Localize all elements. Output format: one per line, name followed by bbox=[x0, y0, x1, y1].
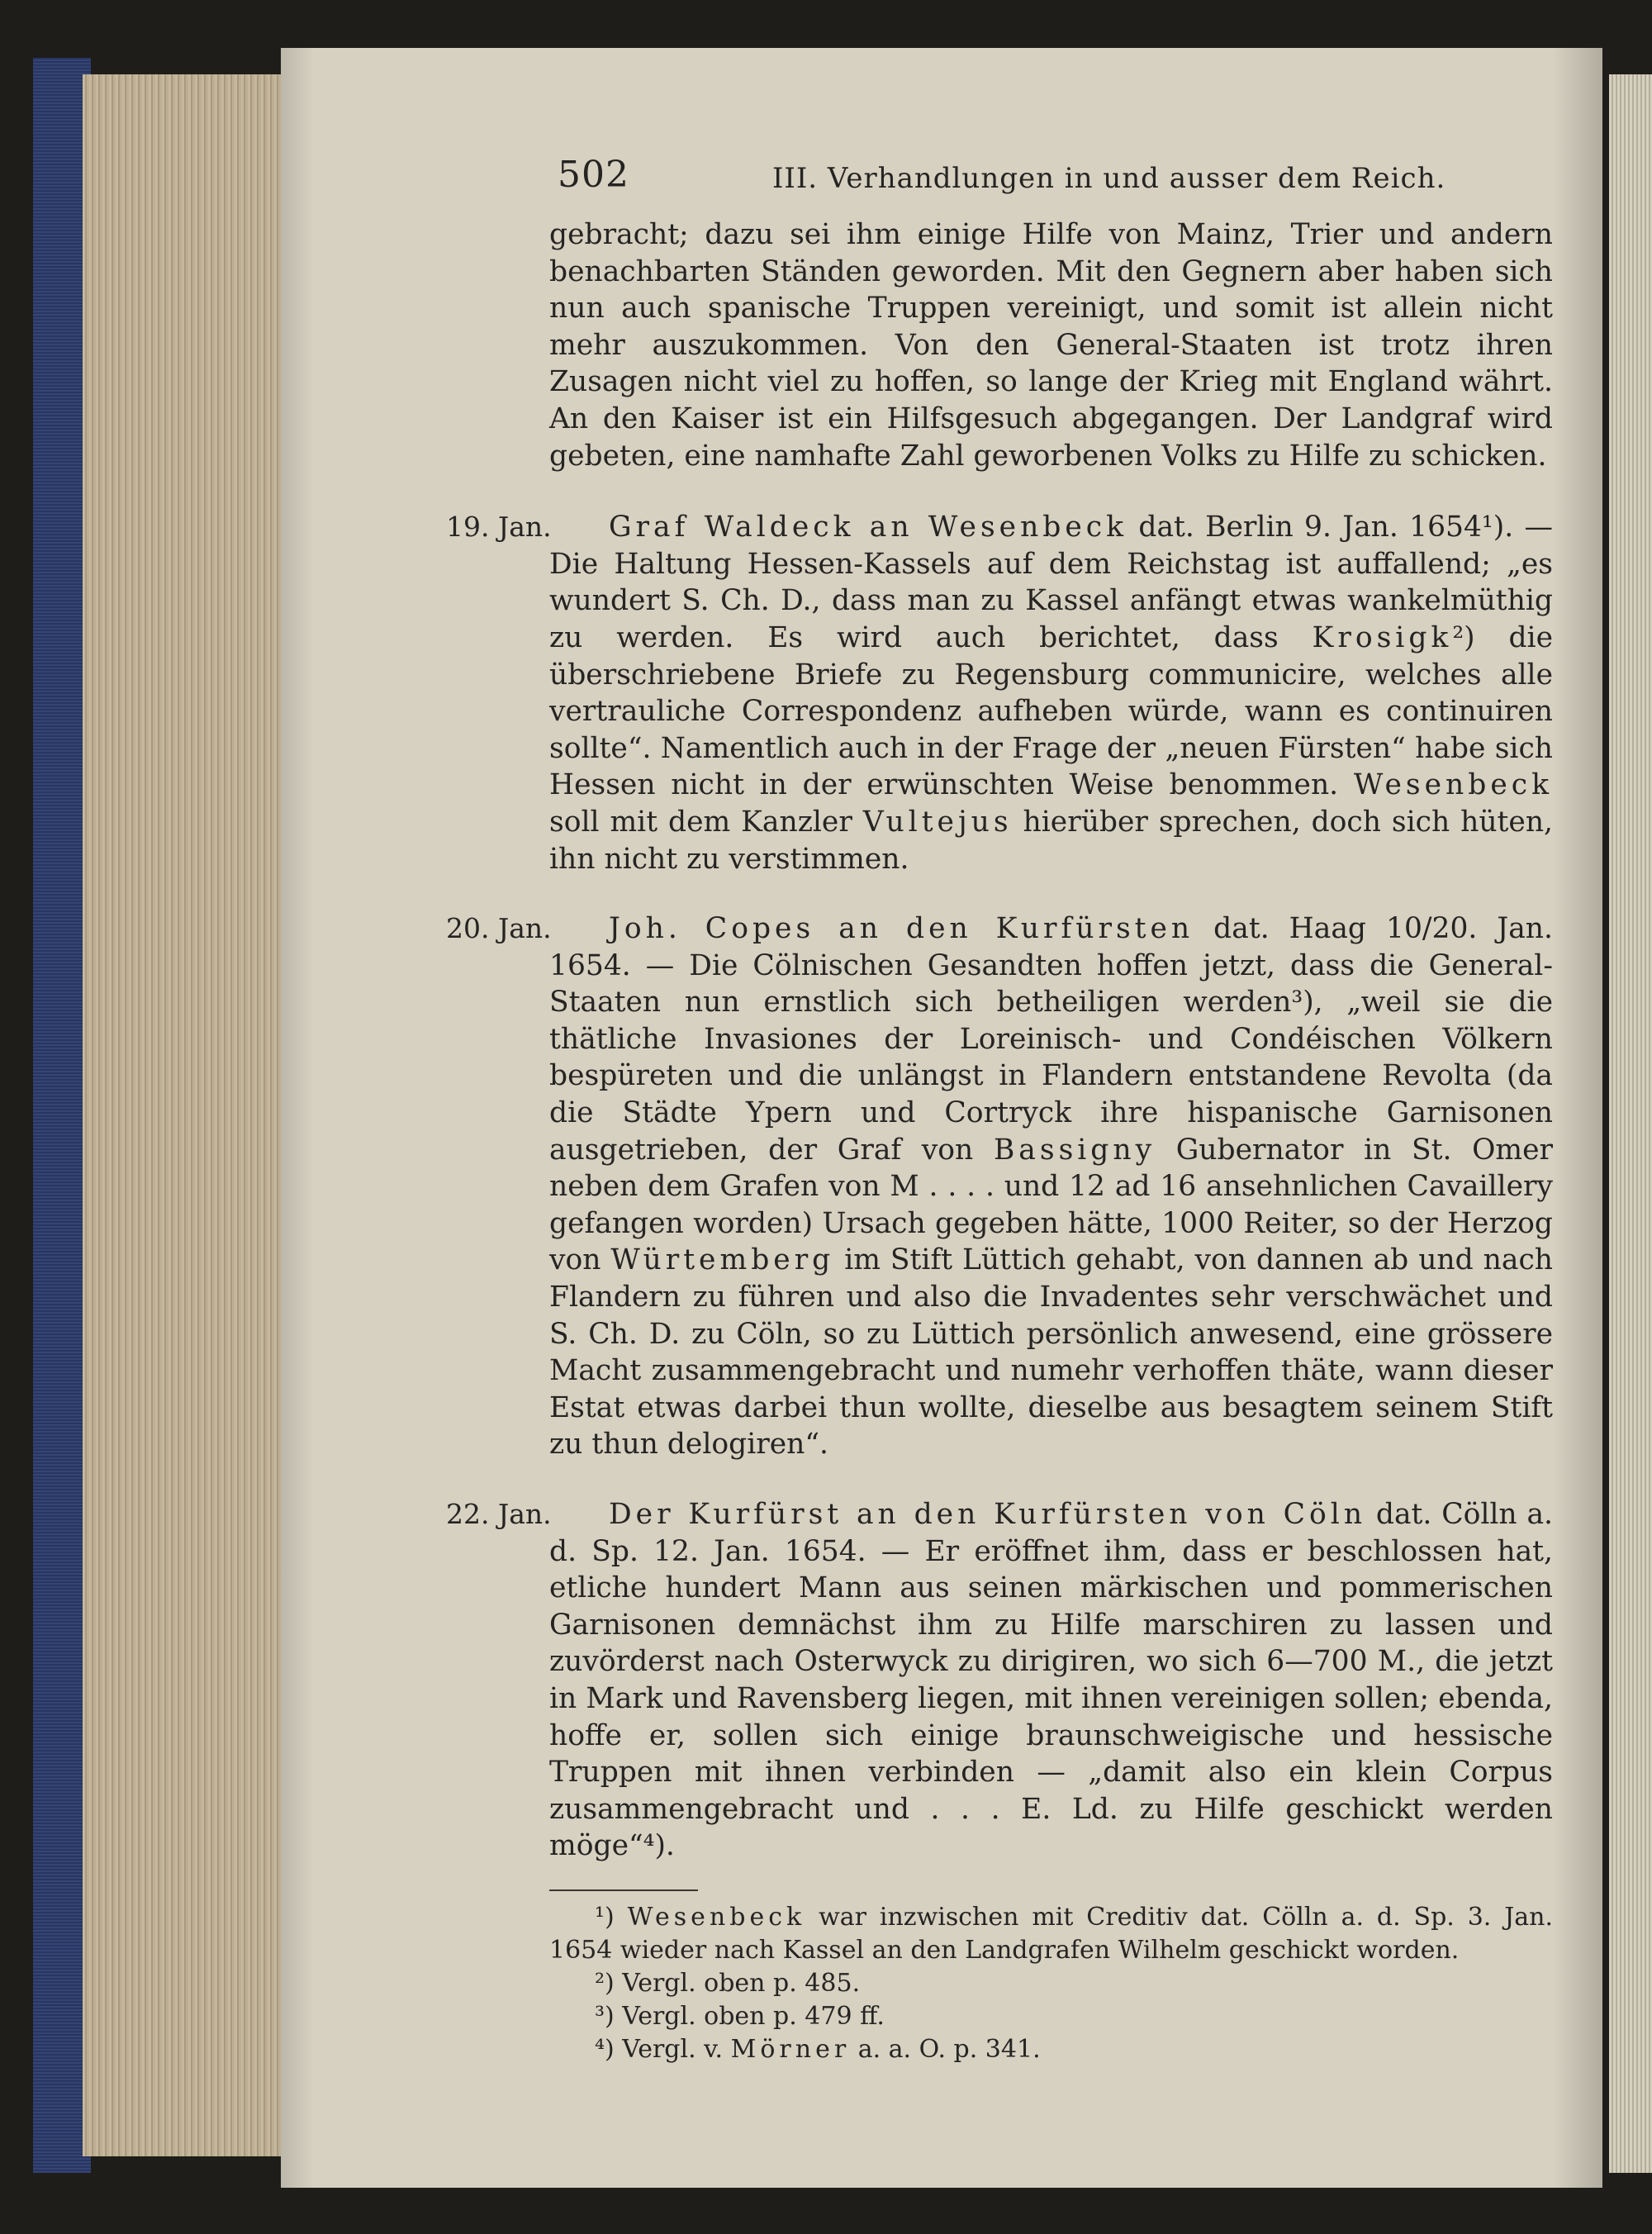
footnote-rule bbox=[549, 1889, 698, 1891]
entry-heading: Joh. Copes an den Kurfürsten bbox=[609, 912, 1194, 946]
entry-date: 22. Jan. bbox=[446, 1498, 552, 1530]
entry-date: 19. Jan. bbox=[446, 511, 552, 544]
running-title: III. Verhandlungen in und ausser dem Reich. bbox=[772, 162, 1446, 195]
footnote-2: ²) Vergl. oben p. 485. bbox=[595, 1968, 861, 1998]
entry-19-jan bbox=[446, 509, 1554, 877]
next-page-edge bbox=[1609, 74, 1652, 2173]
entry-text: Der Kurfürst an den Kurfürsten von Cöln dat. Cölln a. d. Sp. 12. Jan. 1654. — Er eröffnet ihm, dass er beschlossen hat, etliche hundert Mann aus seinen märkischen und pommerischen Garnisonen demnächst ihm zu Hilfe marschiren zu lassen und zuvörderst nach Osterwyck zu dirigiren, wo sich 6—700 M., die jetzt in Mark und Ravensberg liegen, mit ihnen vereinigen sollen; ebenda, hoffe er, sollen sich einige braunschweigische und hessische Truppen mit ihnen verbinden — „damit also ein klein Corpus zusammengebracht und . . . E. Ld. zu Hilfe geschickt werden möge“⁴). bbox=[549, 1498, 1553, 1863]
entry-text: Graf Waldeck an Wesenbeck dat. Berlin 9. Jan. 1654¹). — Die Haltung Hessen-Kassels auf dem Reichstag ist auffallend; „es wundert S. Ch. D., dass man zu Kassel anfängt etwas wankelmüthig zu werden. Es wird auch berichtet, dass Krosigk²) die überschriebene Briefe zu Regensburg communicire, welches alle vertrauliche Correspondenz aufheben würde, wann es continuiren sollte“. Namentlich auch in der Frage der „neuen Fürsten“ habe sich Hessen nicht in der erwünschten Weise benommen. Wesenbeck soll mit dem Kanzler Vultejus hierüber sprechen, doch sich hüten, ihn nicht zu verstimmen. bbox=[549, 511, 1554, 876]
entry-20-jan bbox=[446, 910, 1553, 1463]
intro-paragraph: gebracht; dazu sei ihm einige Hilfe von Mainz, Trier und andern benachbarten Ständen geworden. Mit den Gegnern aber haben sich nun auch spanische Truppen vereinigt, und somit ist allein nicht mehr auszukommen. Von den General-Staaten ist trotz ihren Zusagen nicht viel zu hoffen, so lange der Krieg mit England währt. An den Kaiser ist ein Hilfsgesuch abgegangen. Der Landgraf wird gebeten, eine namhafte Zahl geworbenen Volks zu Hilfe zu schicken. bbox=[549, 218, 1553, 473]
page-content bbox=[446, 154, 1554, 2066]
page-header bbox=[549, 154, 1553, 207]
entry-text: Joh. Copes an den Kurfürsten dat. Haag 10/20. Jan. 1654. — Die Cölnischen Gesandten hoffen jetzt, dass die General-Staaten nun ernstlich sich betheiligen werden³), „weil sie die thätliche Invasiones der Loreinisch- und Condéischen Völkern bespüreten und die unlängst in Flandern entstandene Revolta (da die Städte Ypern und Cortryck ihre hispanische Garnisonen ausgetrieben, der Graf von Bassigny Gubernator in St. Omer neben dem Grafen von M . . . . und 12 ad 16 ansehnlichen Cavaillery gefangen worden) Ursach gegeben hätte, 1000 Reiter, so der Herzog von Würtemberg im Stift Lüttich gehabt, von dannen ab und nach Flandern zu führen und also die Invadentes sehr verschwächet und S. Ch. D. zu Cöln, so zu Lüttich persönlich anwesend, eine grössere Macht zusammengebracht und numehr verhoffen thäte, wann dieser Estat etwas darbei thun wollte, dieselbe aus besagtem seinem Stift zu thun delogiren“. bbox=[549, 912, 1553, 1462]
entry-date: 20. Jan. bbox=[446, 912, 552, 945]
entry-heading: Graf Waldeck an Wesenbeck bbox=[609, 511, 1128, 544]
page-edges bbox=[83, 74, 285, 2156]
entry-heading: Der Kurfürst an den Kurfürsten von Cöln bbox=[609, 1498, 1367, 1531]
footnote-3: ³) Vergl. oben p. 479 ff. bbox=[595, 2001, 885, 2031]
entry-22-jan bbox=[446, 1496, 1553, 1865]
page-number: 502 bbox=[558, 154, 629, 196]
footnote-4: ⁴) Vergl. v. Mörner a. a. O. p. 341. bbox=[595, 2034, 1041, 2064]
footnote-1: ¹) Wesenbeck war inzwischen mit Creditiv dat. Cölln a. d. Sp. 3. Jan. 1654 wieder nach Kassel an den Landgrafen Wilhelm geschickt worden. bbox=[549, 1902, 1553, 1965]
